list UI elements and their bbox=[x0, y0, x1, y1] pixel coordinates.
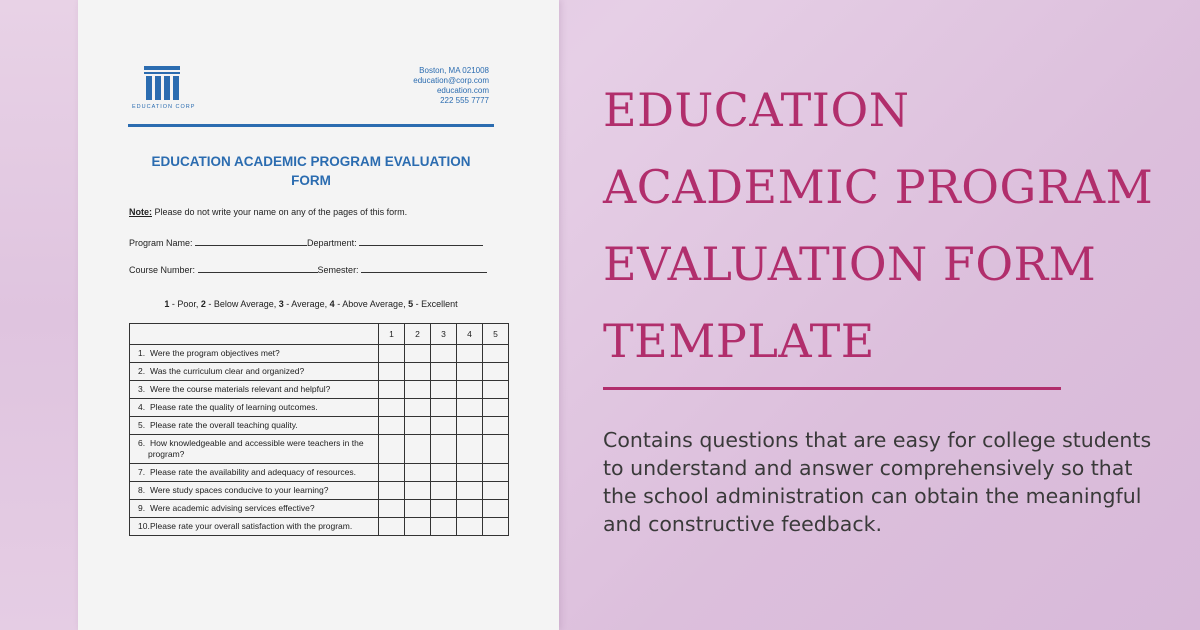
rating-cell-4[interactable] bbox=[457, 500, 483, 518]
background-strip bbox=[0, 0, 78, 630]
question-cell bbox=[130, 464, 379, 482]
rating-cell-4[interactable] bbox=[457, 381, 483, 399]
question-text: Please rate the overall teaching quality. bbox=[150, 420, 298, 430]
question-header bbox=[130, 324, 379, 345]
rating-cell-2[interactable] bbox=[405, 363, 431, 381]
rating-cell-4[interactable] bbox=[457, 417, 483, 435]
rating-cell-4[interactable] bbox=[457, 518, 483, 536]
question-number: 3. bbox=[138, 384, 146, 394]
rating-cell-5[interactable] bbox=[483, 417, 509, 435]
contact-email: education@corp.com bbox=[413, 76, 489, 85]
question-cell bbox=[130, 381, 379, 399]
table-row bbox=[130, 500, 509, 518]
header-divider bbox=[128, 124, 494, 127]
program-department-line bbox=[129, 236, 483, 248]
contact-block bbox=[413, 66, 489, 106]
form-title-line-2: FORM bbox=[291, 173, 331, 188]
contact-phone: 222 555 7777 bbox=[440, 96, 489, 105]
question-cell bbox=[130, 399, 379, 417]
department-label: Department: bbox=[307, 238, 357, 248]
question-number: 4. bbox=[138, 402, 146, 412]
course-semester-line bbox=[129, 263, 487, 275]
course-number-label: Course Number: bbox=[129, 265, 196, 275]
question-text: How knowledgeable and accessible were teachers in the program? bbox=[148, 438, 364, 459]
rating-cell-5[interactable] bbox=[483, 464, 509, 482]
headline bbox=[603, 72, 1183, 380]
rating-cell-5[interactable] bbox=[483, 399, 509, 417]
legend-label-3: - Average, bbox=[283, 299, 330, 309]
rating-cell-5[interactable] bbox=[483, 345, 509, 363]
rating-cell-4[interactable] bbox=[457, 482, 483, 500]
question-text: Were study spaces conducive to your learning? bbox=[150, 485, 329, 495]
rating-cell-4[interactable] bbox=[457, 464, 483, 482]
contact-website: education.com bbox=[436, 86, 489, 95]
note-text: Please do not write your name on any of the pages of this form. bbox=[152, 207, 408, 217]
question-cell bbox=[130, 345, 379, 363]
contact-address: Boston, MA 021008 bbox=[419, 66, 489, 75]
rating-cell-1[interactable] bbox=[379, 399, 405, 417]
form-title bbox=[128, 152, 494, 190]
department-blank[interactable] bbox=[359, 236, 483, 246]
rating-cell-5[interactable] bbox=[483, 518, 509, 536]
headline-divider bbox=[603, 387, 1061, 390]
question-cell bbox=[130, 518, 379, 536]
program-name-label: Program Name: bbox=[129, 238, 193, 248]
headline-line-2: ACADEMIC PROGRAM bbox=[603, 160, 1154, 214]
question-text: Were the program objectives met? bbox=[150, 348, 280, 358]
rating-cell-3[interactable] bbox=[431, 500, 457, 518]
rating-cell-2[interactable] bbox=[405, 464, 431, 482]
rating-cell-2[interactable] bbox=[405, 435, 431, 464]
table-row bbox=[130, 381, 509, 399]
legend-label-2: - Below Average, bbox=[205, 299, 279, 309]
headline-line-1: EDUCATION bbox=[603, 83, 910, 137]
rating-cell-1[interactable] bbox=[379, 518, 405, 536]
rating-cell-5[interactable] bbox=[483, 482, 509, 500]
rating-cell-3[interactable] bbox=[431, 345, 457, 363]
rating-cell-1[interactable] bbox=[379, 500, 405, 518]
evaluation-table bbox=[129, 323, 509, 536]
question-cell bbox=[130, 482, 379, 500]
education-corp-logo-icon bbox=[144, 66, 180, 100]
legend-label-4: - Above Average, bbox=[334, 299, 409, 309]
rating-cell-3[interactable] bbox=[431, 435, 457, 464]
semester-blank[interactable] bbox=[361, 263, 487, 273]
question-text: Please rate your overall satisfaction with the program. bbox=[150, 521, 353, 531]
question-number: 6. bbox=[138, 438, 146, 448]
rating-cell-3[interactable] bbox=[431, 518, 457, 536]
legend-num-5: 5 bbox=[408, 299, 414, 309]
rating-cell-5[interactable] bbox=[483, 435, 509, 464]
legend-label-5: - Excellent bbox=[413, 299, 458, 309]
table-row bbox=[130, 464, 509, 482]
legend-num-2: 2 bbox=[200, 299, 206, 309]
rating-cell-4[interactable] bbox=[457, 345, 483, 363]
question-text: Were academic advising services effective? bbox=[150, 503, 315, 513]
rating-cell-3[interactable] bbox=[431, 363, 457, 381]
question-number: 10. bbox=[138, 521, 150, 531]
logo-text: EDUCATION CORP bbox=[132, 104, 196, 110]
rating-cell-5[interactable] bbox=[483, 500, 509, 518]
rating-cell-5[interactable] bbox=[483, 381, 509, 399]
rating-cell-3[interactable] bbox=[431, 464, 457, 482]
question-number: 8. bbox=[138, 485, 146, 495]
headline-line-4: TEMPLATE bbox=[603, 314, 875, 368]
rating-cell-4[interactable] bbox=[457, 435, 483, 464]
rating-header-3: 3 bbox=[431, 324, 457, 345]
semester-label: Semester: bbox=[317, 265, 359, 275]
rating-cell-2[interactable] bbox=[405, 345, 431, 363]
question-text: Was the curriculum clear and organized? bbox=[150, 366, 305, 376]
question-text: Were the course materials relevant and helpful? bbox=[150, 384, 331, 394]
headline-line-3: EVALUATION FORM bbox=[603, 237, 1097, 291]
table-row bbox=[130, 417, 509, 435]
rating-cell-4[interactable] bbox=[457, 399, 483, 417]
rating-cell-1[interactable] bbox=[379, 417, 405, 435]
question-cell bbox=[130, 500, 379, 518]
table-row bbox=[130, 399, 509, 417]
rating-cell-1[interactable] bbox=[379, 345, 405, 363]
question-number: 9. bbox=[138, 503, 146, 513]
question-number: 1. bbox=[138, 348, 146, 358]
question-cell bbox=[130, 363, 379, 381]
form-title-line-1: EDUCATION ACADEMIC PROGRAM EVALUATION bbox=[151, 154, 471, 169]
question-number: 7. bbox=[138, 467, 146, 477]
form-document bbox=[78, 0, 559, 630]
question-number: 2. bbox=[138, 366, 146, 376]
rating-cell-1[interactable] bbox=[379, 381, 405, 399]
rating-cell-1[interactable] bbox=[379, 363, 405, 381]
rating-header-4: 4 bbox=[457, 324, 483, 345]
rating-cell-2[interactable] bbox=[405, 381, 431, 399]
rating-cell-1[interactable] bbox=[379, 464, 405, 482]
rating-header-2: 2 bbox=[405, 324, 431, 345]
legend-label-1: - Poor, bbox=[169, 299, 201, 309]
note-label: Note: bbox=[129, 207, 152, 217]
rating-cell-2[interactable] bbox=[405, 500, 431, 518]
description: Contains questions that are easy for college students to understand and answer comprehensively so that the school administration can obtain the meaningful and constructive feedback. bbox=[603, 428, 1152, 536]
table-row bbox=[130, 482, 509, 500]
legend-num-1: 1 bbox=[164, 299, 170, 309]
form-note bbox=[129, 207, 407, 217]
table-row bbox=[130, 345, 509, 363]
course-number-blank[interactable] bbox=[198, 263, 318, 273]
rating-cell-3[interactable] bbox=[431, 381, 457, 399]
rating-cell-1[interactable] bbox=[379, 482, 405, 500]
question-cell bbox=[130, 435, 379, 464]
question-number: 5. bbox=[138, 420, 146, 430]
rating-cell-5[interactable] bbox=[483, 363, 509, 381]
rating-cell-3[interactable] bbox=[431, 399, 457, 417]
rating-cell-3[interactable] bbox=[431, 482, 457, 500]
rating-legend bbox=[128, 299, 494, 309]
table-row bbox=[130, 518, 509, 536]
rating-cell-2[interactable] bbox=[405, 482, 431, 500]
table-row bbox=[130, 363, 509, 381]
legend-num-4: 4 bbox=[329, 299, 335, 309]
rating-cell-2[interactable] bbox=[405, 417, 431, 435]
table-header-row bbox=[130, 324, 509, 345]
question-text: Please rate the quality of learning outcomes. bbox=[150, 402, 318, 412]
rating-cell-2[interactable] bbox=[405, 518, 431, 536]
table-row bbox=[130, 435, 509, 464]
rating-cell-2[interactable] bbox=[405, 399, 431, 417]
legend-num-3: 3 bbox=[278, 299, 284, 309]
rating-cell-3[interactable] bbox=[431, 417, 457, 435]
rating-cell-4[interactable] bbox=[457, 363, 483, 381]
question-rows bbox=[130, 345, 509, 536]
rating-cell-1[interactable] bbox=[379, 435, 405, 464]
rating-header-1: 1 bbox=[379, 324, 405, 345]
rating-header-5: 5 bbox=[483, 324, 509, 345]
program-name-blank[interactable] bbox=[195, 236, 307, 246]
question-text: Please rate the availability and adequacy of resources. bbox=[150, 467, 357, 477]
question-cell bbox=[130, 417, 379, 435]
